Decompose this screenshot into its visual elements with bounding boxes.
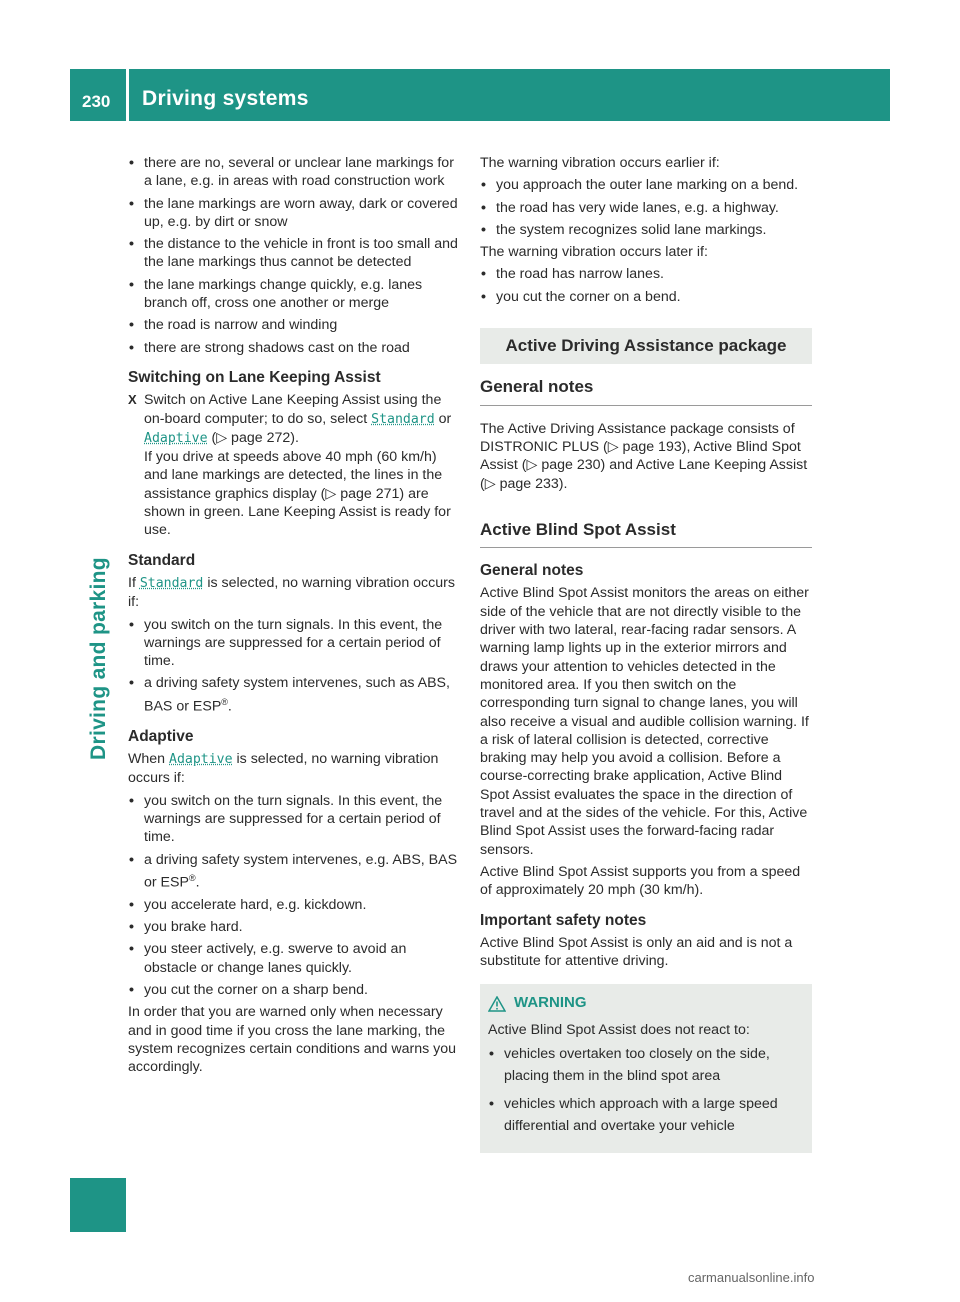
list-item: • there are strong shadows cast on the road [128,339,462,357]
list-item: • you steer actively, e.g. swerve to avoid an obstacle or change lanes quickly. [128,940,462,977]
list-item-text: a driving safety system intervenes, e.g. ABS, BAS or ESP [144,851,458,891]
registered-mark: ® [221,696,228,707]
package-banner: Active Driving Assistance package [480,328,812,364]
warning-label: WARNING [514,994,587,1012]
step-text: Switch on Active Lane Keeping Assist using the on-board computer; to do so, select [144,392,442,427]
standard-intro-rest: is selected, no warning vibration occurs if: [128,574,455,611]
section-title: Driving systems [142,87,309,110]
general-notes-text: The Active Driving Assistance package consists of DISTRONIC PLUS (▷ page 193), Active Blind Spot Assist (▷ page 230) and Active Lane Keeping Assist (▷ page 233). [480,420,808,492]
closing-paragraph: In order that you are warned only when necessary and in good time if you cross the lane marking, the system recognizes certain conditions and warns you accordingly. [128,1004,457,1076]
list-item [128,674,462,715]
list-item: • the lane markings change quickly, e.g. lanes branch off, cross one another or merge [128,276,462,313]
conditions-list [128,154,462,357]
header-divider [126,69,129,121]
page-number: 230 [82,92,111,111]
safety-heading: Important safety notes [480,911,647,929]
standard-option: Standard [139,575,204,591]
side-tab-label: Driving and parking [87,557,110,760]
period: . [195,874,200,891]
blind-spot-heading: Active Blind Spot Assist [480,515,812,548]
list-item: • you cut the corner on a bend. [480,288,812,306]
warning-intro: Active Blind Spot Assist does not react to: [488,1021,750,1038]
list-item: • vehicles overtaken too closely on the side, placing them in the blind spot area [488,1043,802,1087]
standard-option: Standard [371,411,435,427]
adaptive-heading: Adaptive [128,727,194,745]
adaptive-option: Adaptive [144,430,208,446]
list-item: • you brake hard. [128,918,462,936]
warning-title [488,994,802,1012]
list-item: • the lane markings are worn away, dark or covered up, e.g. by dirt or snow [128,195,462,232]
switching-heading: Switching on Lane Keeping Assist [128,368,381,386]
standard-intro [128,574,462,612]
step-text: If you drive at speeds above 40 mph (60 km/h) and lane markings are detected, the lines in the assistance graphics display [144,449,443,502]
earlier-intro: The warning vibration occurs earlier if: [480,155,720,171]
list-item: • the road has very wide lanes, e.g. a highway. [480,199,812,217]
page-reference: (▷ page 271) are shown in green. Lane Keeping Assist is ready for use. [144,485,451,539]
adaptive-option: Adaptive [169,752,233,768]
list-item: • there are no, several or unclear lane markings for a lane, e.g. in areas with road construction work [128,154,462,191]
list-item: • you switch on the turn signals. In this event, the warnings are suppressed for a certain period of time. [128,792,462,847]
list-item [128,851,462,892]
footer-watermark: carmanualsonline.info [688,1270,815,1285]
general-notes-heading: General notes [480,372,812,405]
instruction-step [128,391,462,539]
page-reference: (▷ page 272). [211,429,299,446]
list-item: • you approach the outer lane marking on a bend. [480,176,812,194]
left-column [128,154,462,1081]
list-item: • the distance to the vehicle in front is too small and the lane markings thus cannot be detected [128,235,462,272]
bs-general-text: Active Blind Spot Assist monitors the areas on either side of the vehicle that are not directly visible to the driver with two lateral, rear-facing radar sensors. A warning lamp lights up in the exterior mirrors and draws your attention to vehicles detected in the monitored area. If you then switch on the corresponding turn signal to change lanes, you will also receive a visual and audible collision warning. If a risk of lateral collision is detected, corrective braking may help you avoid a collision. Before a course-correcting brake application, Active Blind Spot Assist evaluates the space in the direction of travel and at the sides of the vehicle. For this, Active Blind Spot Assist uses the forward-facing radar sensors. [480,585,809,858]
side-tab-marker [70,1178,126,1232]
or-text: or [438,410,452,427]
list-item: • the system recognizes solid lane markings. [480,221,812,239]
list-item: • the road is narrow and winding [128,316,462,334]
adaptive-intro [128,750,462,788]
right-column [480,154,812,1153]
list-item: • you accelerate hard, e.g. kickdown. [128,896,462,914]
warning-box [480,984,812,1153]
bs-general-heading: General notes [480,562,584,580]
adaptive-intro-rest: is selected, no warning vibration occurs if: [128,751,439,787]
list-item: • the road has narrow lanes. [480,265,812,283]
list-item: • you cut the corner on a sharp bend. [128,981,462,999]
list-item: • you switch on the turn signals. In this event, the warnings are suppressed for a certain period of time. [128,616,462,671]
step-arrow-icon: X [128,392,137,408]
later-intro: The warning vibration occurs later if: [480,244,708,261]
safety-text: Active Blind Spot Assist is only an aid and is not a substitute for attentive driving. [480,934,793,970]
list-item-text: a driving safety system intervenes, such as ABS, BAS or ESP [144,675,450,715]
standard-heading: Standard [128,551,196,569]
standard-intro-if: If [128,574,136,591]
list-item: • vehicles which approach with a large speed differential and overtake your vehicle [488,1093,802,1137]
warning-triangle-icon [488,996,506,1012]
adaptive-intro-when: When [128,751,166,768]
bs-speed-text: Active Blind Spot Assist supports you from a speed of approximately 20 mph (30 km/h). [480,863,801,899]
period: . [227,698,232,715]
registered-mark: ® [188,872,196,883]
